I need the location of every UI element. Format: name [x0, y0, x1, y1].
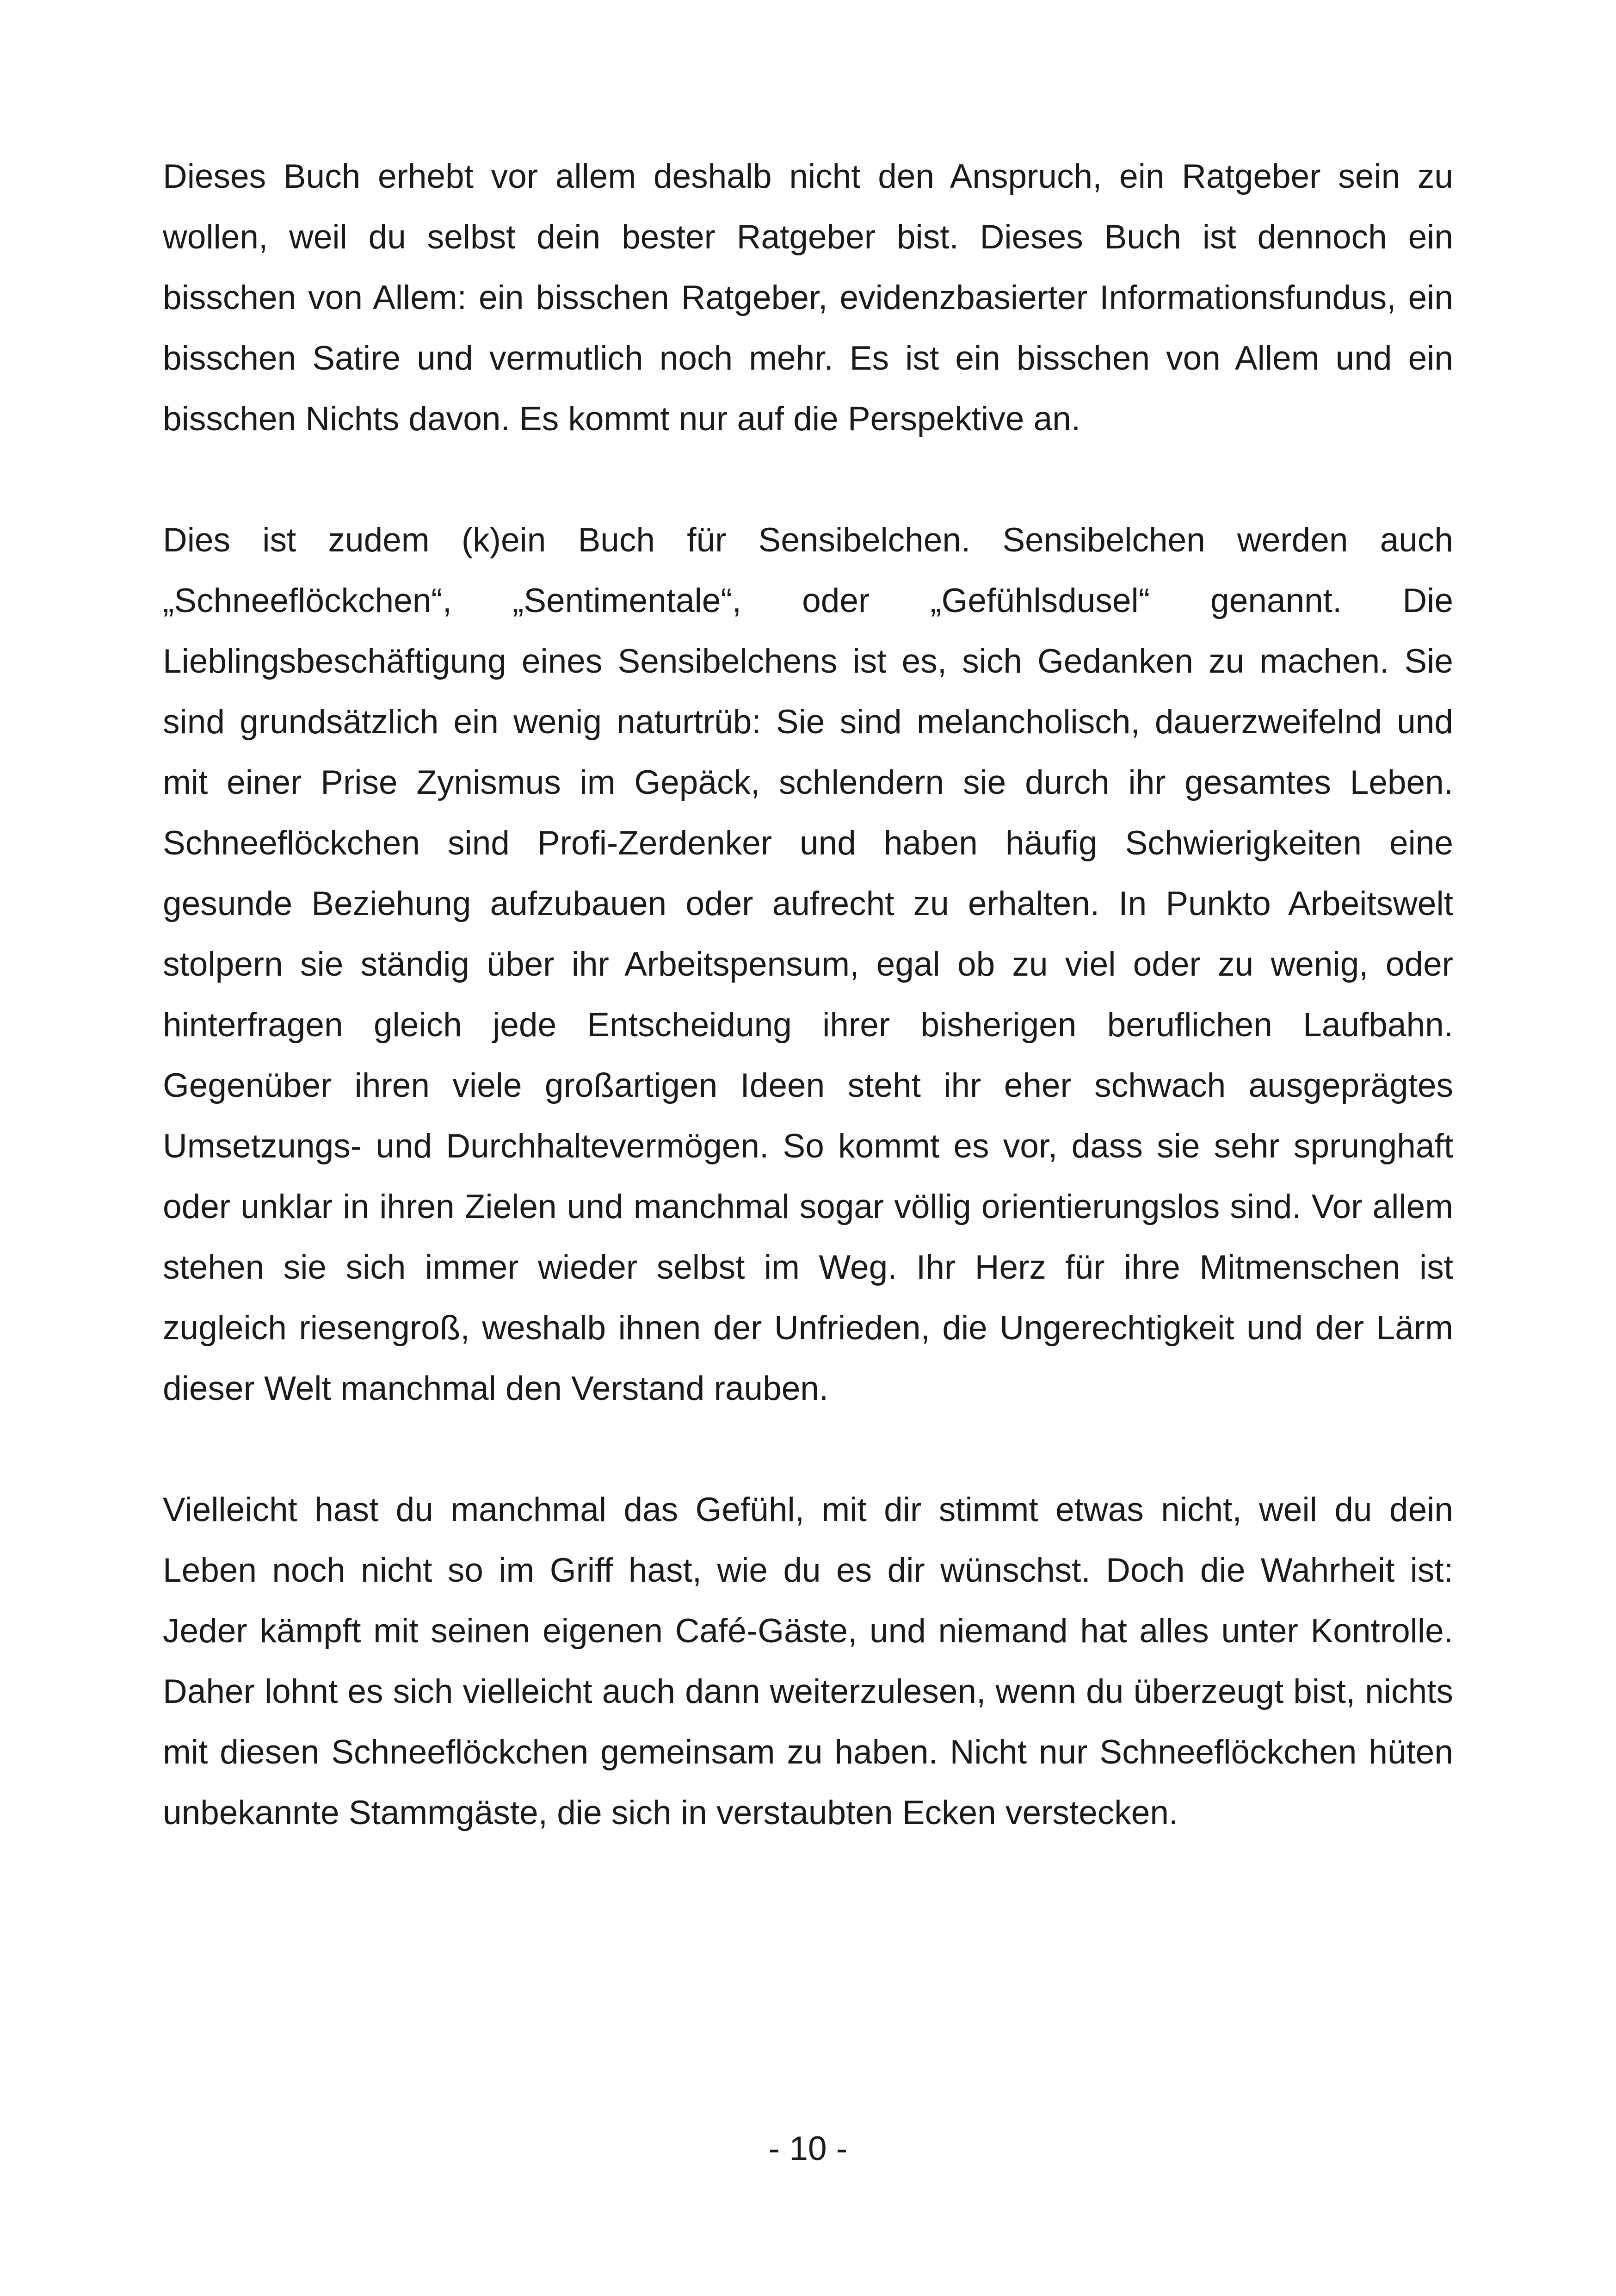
paragraph-1: Dieses Buch erhebt vor allem deshalb nicht den Anspruch, ein Ratgeber sein zu wollen, weil du selbst dein bester Ratgeber bist. Dieses Buch ist dennoch ein bisschen von Allem: ein bisschen Ratgeber, evidenzbasierter Informationsfundus, ein bisschen Satire und vermutlich noch mehr. Es ist ein bisschen von Allem und ein bisschen Nichts davon. Es kommt nur auf die Perspektive an.: [163, 158, 1453, 438]
paragraph-2: Dies ist zudem (k)ein Buch für Sensibelchen. Sensibelchen werden auch „Schneeflöckchen“, „Sentimentale“, oder „Gefühlsdusel“ genannt. Die Lieblingsbeschäftigung eines Sensibelchens ist es, sich Gedanken zu machen. Sie sind grundsätzlich ein wenig naturtrüb: Sie sind melancholisch, dauerzweifelnd und mit einer Prise Zynismus im Gepäck, schlendern sie durch ihr gesamtes Leben. Schneeflöckchen sind Profi-Zerdenker und haben häufig Schwierigkeiten eine gesunde Beziehung aufzubauen oder aufrecht zu erhalten. In Punkto Arbeitswelt stolpern sie ständig über ihr Arbeitspensum, egal ob zu viel oder zu wenig, oder hinterfragen gleich jede Entscheidung ihrer bisherigen beruflichen Laufbahn. Gegenüber ihren viele großartigen Ideen steht ihr eher schwach ausgeprägtes Umsetzungs- und Durchhaltevermögen. So kommt es vor, dass sie sehr sprunghaft oder unklar in ihren Zielen und manchmal sogar völlig orientierungslos sind. Vor allem stehen sie sich immer wieder selbst im Weg. Ihr Herz für ihre Mitmenschen ist zugleich riesengroß, weshalb ihnen der Unfrieden, die Ungerechtigkeit und der Lärm dieser Welt manchmal den Verstand rauben.: [163, 521, 1453, 1407]
body-text: [163, 146, 1453, 1843]
paragraph-3: Vielleicht hast du manchmal das Gefühl, mit dir stimmt etwas nicht, weil du dein Leben noch nicht so im Griff hast, wie du es dir wünschst. Doch die Wahrheit ist: Jeder kämpft mit seinen eigenen Café-Gäste, und niemand hat alles unter Kontrolle. Daher lohnt es sich vielleicht auch dann weiterzulesen, wenn du überzeugt bist, nichts mit diesen Schneeflöckchen gemeinsam zu haben. Nicht nur Schneeflöckchen hüten unbekannte Stammgäste, die sich in verstaubten Ecken verstecken.: [163, 1491, 1453, 1832]
page-number: - 10 -: [768, 2130, 848, 2167]
